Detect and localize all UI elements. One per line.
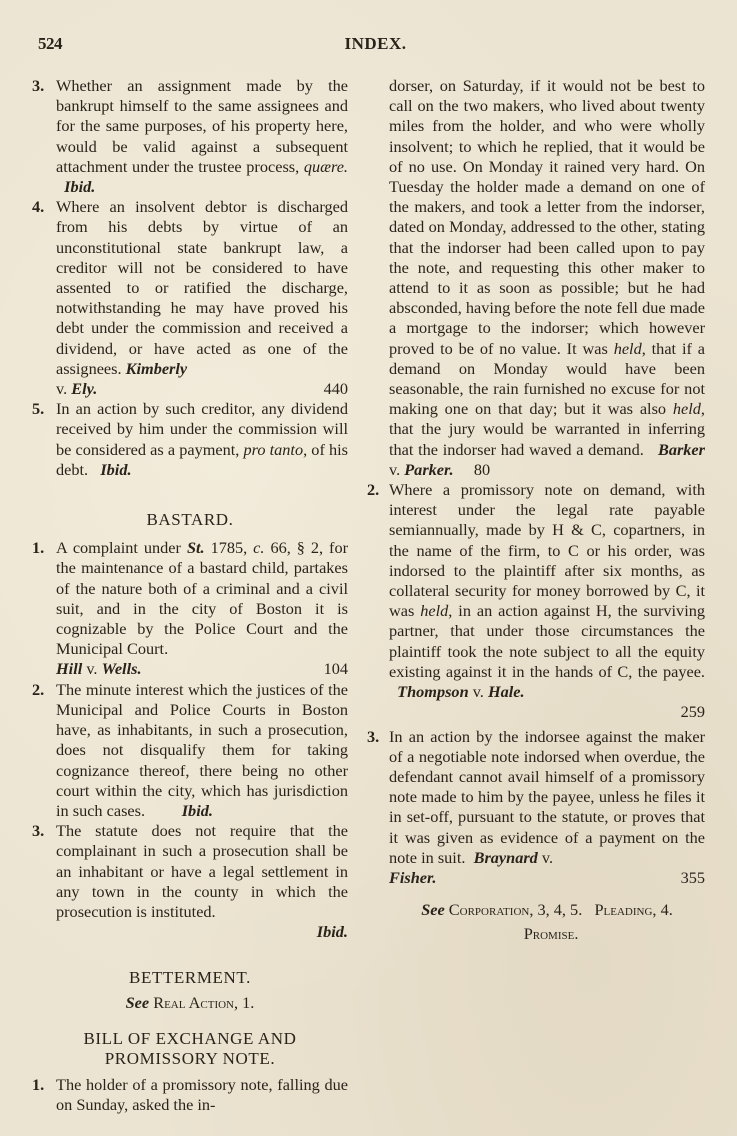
statute-abbrev: St. (186, 538, 205, 558)
entry-text: In an action by the indorsee against the maker of a negotiable note indorsed when overdue, the defendant cannot avail himself of a promissory note made to him by the payee, unless he files it in set-off, pursuant to the statute, or proves that it was given as evidence of a payment on the note in suit. (389, 726, 705, 867)
xref-target: Real Action (153, 992, 234, 1012)
heading-line: BILL OF EXCHANGE AND (83, 1028, 297, 1048)
versus: v. (472, 682, 484, 702)
held: held (672, 399, 701, 419)
case-name: Braynard (473, 847, 538, 867)
case-name: Hale. (487, 682, 525, 702)
see-also-references (389, 898, 705, 946)
entry-text: , that if a demand on Monday would have been seasonable, the rain furnished no excuse for not making one on that day; but it was also (389, 338, 705, 419)
index-entry (32, 197, 348, 399)
held: held (613, 338, 642, 358)
page-reference: 440 (323, 379, 348, 399)
xref-target: Pleading (594, 900, 653, 920)
entry-text: , in an action against H, the surviving partner, that under those circumstances the plaintiff took the note subject to all the equity existing against it in the hands of C, the payee. (389, 601, 706, 681)
entry-text: The minute interest which the justices of the Municipal and Police Courts in Boston have, as inhabitants, in such a prosecution, does not disqualify them for taking cognizance thereof, there being no other court within the city, which has jurisdiction in such cases. (56, 679, 348, 820)
page-reference: 104 (323, 659, 348, 679)
page-header (38, 34, 699, 58)
see-label: See (421, 900, 445, 920)
entry-number: 3. (32, 76, 45, 95)
ibid-citation: Ibid. (316, 922, 348, 942)
case-name: Fisher. (389, 867, 437, 887)
chapter-abbrev: c. (253, 538, 265, 558)
section-heading-bill-of-exchange (32, 1029, 348, 1069)
xref-target: Corporation (448, 900, 530, 920)
xref-number: , 1. (234, 992, 255, 1012)
entry-text: The statute does not require that the complainant in such a prosecution shall be an inhabitant or have a legal settlement in any town in the county in which the prosecution is instituted. (56, 821, 348, 921)
case-name: Thompson (397, 682, 469, 702)
index-entry (32, 821, 348, 942)
page-reference: 80 (473, 459, 491, 479)
entry-text: dorser, on Saturday, if it would not be best to call on the two makers, who lived about twenty miles from the holder, and who were wholly insolvent; to which he replied, that it would be of no use. On Monday it rained very hard. On Tuesday the holder made a demand on one of the makers, and took a letter from the indorser, dated on Monday, addressed to the other, stating that the indorser had been called upon to pay the note, and requesting this other maker to attend to it as soon as possible; but he had absconded, having before the note fell due made a mortgage to the indorser; which however proved to be of no value. It was (389, 76, 705, 358)
xref-target: Promise (523, 924, 575, 944)
citation-line (389, 868, 705, 888)
heading-line: PROMISSORY NOTE. (104, 1048, 276, 1068)
entry-text: A complaint under (56, 538, 181, 558)
index-entry (367, 727, 705, 889)
versus: v. (389, 459, 401, 479)
index-entry (32, 680, 348, 821)
xref-number: , 4. (652, 900, 673, 920)
running-head: INDEX. (344, 34, 407, 53)
case-name: Hill (56, 659, 83, 679)
index-entry (32, 538, 348, 679)
case-name: Wells. (101, 659, 142, 679)
ibid-citation: Ibid. (64, 177, 96, 197)
index-entry (32, 1075, 348, 1115)
case-name: Kimberly (125, 358, 188, 378)
entry-text: Where an insolvent debtor is discharged from his debts by virtue of an unconstitutional state bankrupt law, a creditor will not be considered to have assented to or ratified the discharge, notwithstanding he may have proved his debt under the commission and received a dividend, or have acted as one of the assignees. (56, 197, 348, 378)
left-column (32, 76, 348, 1115)
cross-reference (32, 993, 348, 1013)
see-label: See (125, 992, 150, 1012)
citation-line (56, 659, 348, 679)
entry-text: Where a promissory note on demand, with interest under the legal rate payable semiannually, made by H & C, copartners, in the name of the firm, to C or his order, was indorsed to the plaintiff after six months, as collateral security for money borrowed by C, it was (389, 480, 705, 621)
held: held (420, 601, 449, 621)
index-entry (32, 399, 348, 480)
entry-number: 2. (367, 480, 380, 500)
entry-number: 1. (32, 538, 45, 558)
entry-text: 1785, (210, 538, 248, 558)
entry-text: Whether an assignment made by the bankrupt himself to the same assignees and for the same purposes, of his property here, would be valid against a subsequent attachment under the trustee process, (56, 76, 348, 176)
page-reference: 259 (680, 702, 705, 722)
page-number: 524 (38, 34, 62, 53)
section-heading-betterment: BETTERMENT. (129, 968, 251, 988)
case-name: Ely. (71, 379, 98, 399)
entry-number: 3. (32, 821, 45, 841)
entry-text-tail: , of his debt. (56, 439, 349, 479)
section-heading-bastard: BASTARD. (146, 510, 234, 530)
entry-number: 4. (32, 197, 45, 217)
entry-number: 5. (32, 399, 45, 419)
index-entry (367, 480, 705, 722)
entry-number: 3. (367, 726, 380, 746)
case-name: Barker (657, 439, 705, 459)
citation-line (56, 379, 348, 399)
xref-number: , 3, 4, 5. (529, 900, 583, 920)
versus: v. (56, 379, 68, 399)
ibid-citation: Ibid. (181, 800, 213, 820)
page-reference: 355 (680, 867, 705, 887)
right-column (367, 76, 706, 946)
entry-text: In an action by such creditor, any dividend received by him under the commission will be considered as a payment, (56, 399, 348, 459)
entry-number: 1. (32, 1074, 45, 1094)
entry-text: The holder of a promissory note, falling due on Sunday, asked the in- (56, 1074, 348, 1114)
entry-text: , that the jury would be warranted in inferring that the indorser had waved a demand. (389, 399, 705, 459)
quaere: quære. (303, 156, 348, 176)
ibid-citation: Ibid. (100, 459, 132, 479)
latin-phrase: pro tanto (243, 439, 304, 459)
index-entry-continued (389, 76, 705, 480)
case-name: Parker. (404, 459, 454, 479)
versus: v. (86, 659, 98, 679)
entry-number: 2. (32, 679, 45, 699)
index-entry (32, 76, 348, 197)
entry-text: 66, § 2, for the maintenance of a bastard child, partakes of the nature both of a criminal and a civil suit, and in the city of Boston it is cognizable by the Police Court and the Municipal Court. (56, 538, 349, 659)
xref-number: . (574, 924, 579, 944)
versus: v. (541, 847, 554, 867)
